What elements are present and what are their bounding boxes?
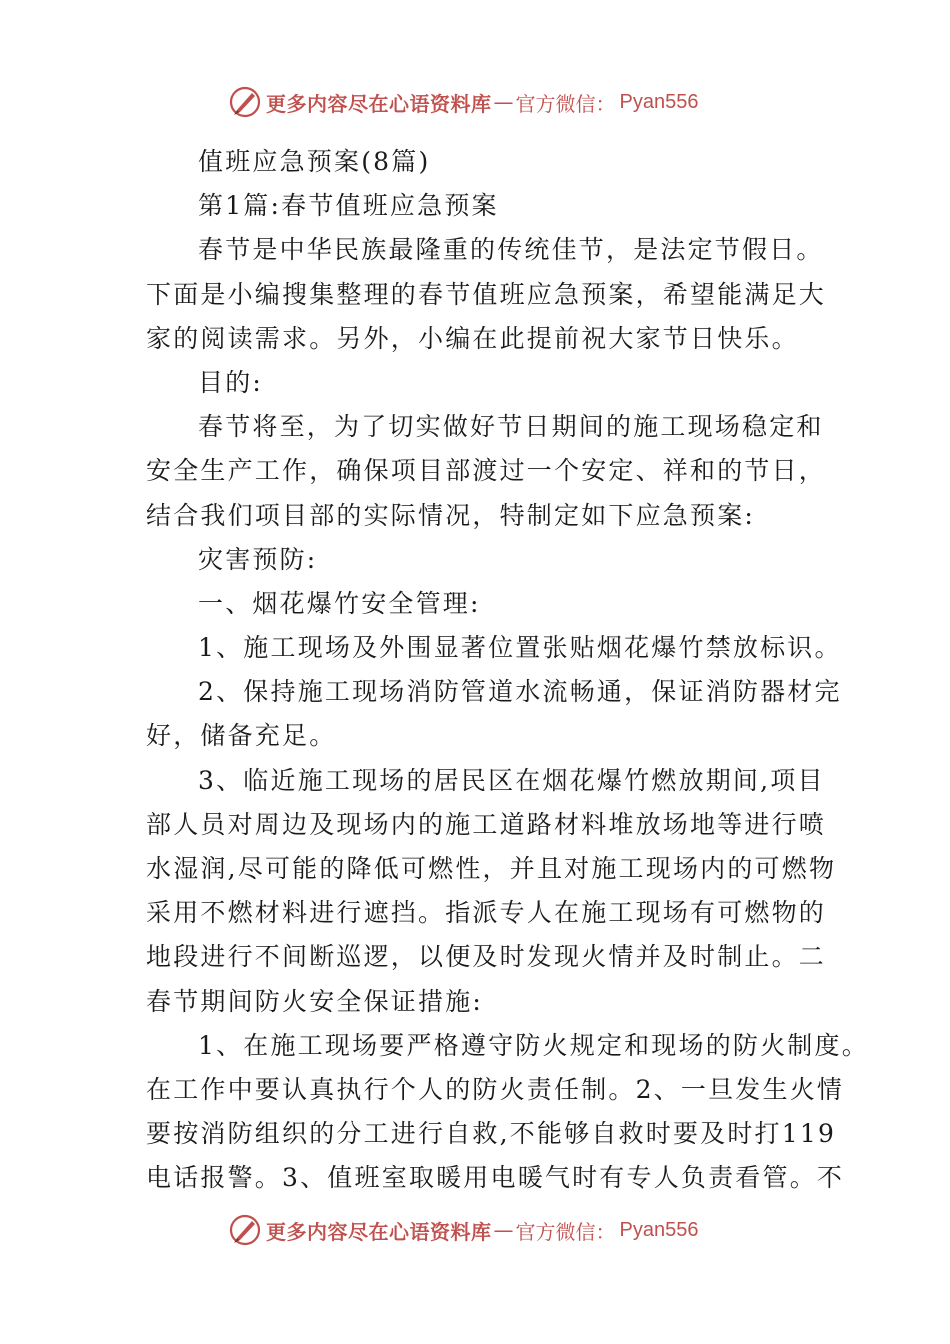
- banner-wechat-id: Pyan556: [619, 90, 699, 113]
- watermark-banner-bottom: [228, 1210, 698, 1250]
- list-item-line: 在工作中要认真执行个人的防火责任制。2、一旦发生火情: [146, 1074, 845, 1104]
- list-item-line: 要按消防组织的分工进行自救,不能够自救时要及时打119: [146, 1119, 837, 1149]
- banner-wechat-id: Pyan556: [619, 1218, 699, 1241]
- watermark-banner-top: [228, 82, 698, 122]
- list-item-line: 地段进行不间断巡逻，以便及时发现火情并及时制止。二: [146, 942, 827, 972]
- list-item-line: 1、在施工现场要严格遵守防火规定和现场的防火制度。: [198, 1030, 869, 1060]
- paragraph-line: 结合我们项目部的实际情况，特制定如下应急预案:: [146, 500, 756, 530]
- banner-separator: —: [493, 1218, 514, 1242]
- list-item-line: 部人员对周边及现场内的施工道路材料堆放场地等进行喷: [146, 809, 827, 839]
- paragraph-line: 安全生产工作，确保项目部渡过一个安定、祥和的节日，: [146, 456, 827, 486]
- banner-text: 更多内容尽在心语资料库: [266, 1219, 492, 1244]
- quill-logo-icon: [228, 1213, 262, 1247]
- paragraph-line: 春节将至，为了切实做好节日期间的施工现场稳定和: [198, 412, 824, 442]
- banner-text: 更多内容尽在心语资料库: [266, 91, 492, 116]
- list-item-line: 采用不燃材料进行遮挡。指派专人在施工现场有可燃物的: [146, 898, 827, 928]
- paragraph-line: 下面是小编搜集整理的春节值班应急预案，希望能满足大: [146, 279, 827, 309]
- section-heading: 第1篇:春节值班应急预案: [198, 191, 499, 221]
- banner-label: 官方微信：: [515, 1219, 616, 1244]
- list-item-line: 水湿润,尽可能的降低可燃性，并且对施工现场内的可燃物: [146, 854, 837, 883]
- subheading: 一、烟花爆竹安全管理:: [198, 588, 481, 618]
- quill-logo-icon: [228, 85, 262, 119]
- list-item-line: 电话报警。3、值班室取暖用电暖气时有专人负责看管。不: [146, 1163, 845, 1193]
- list-item-line: 3、临近施工现场的居民区在烟花爆竹燃放期间,项目: [198, 765, 825, 795]
- subheading: 灾害预防:: [198, 544, 318, 574]
- list-item-line: 春节期间防火安全保证措施:: [146, 986, 484, 1016]
- document-body: [146, 140, 869, 1201]
- list-item-line: 1、施工现场及外围显著位置张贴烟花爆竹禁放标识。: [198, 633, 842, 663]
- list-item-line: 好，储备充足。: [146, 721, 337, 751]
- document-title: 值班应急预案(8篇): [198, 147, 431, 176]
- list-item-line: 2、保持施工现场消防管道水流畅通，保证消防器材完: [198, 677, 842, 707]
- banner-separator: —: [493, 90, 514, 114]
- paragraph-line: 春节是中华民族最隆重的传统佳节，是法定节假日。: [198, 235, 824, 265]
- subheading: 目的:: [198, 367, 264, 397]
- paragraph-line: 家的阅读需求。另外，小编在此提前祝大家节日快乐。: [146, 323, 799, 353]
- banner-label: 官方微信：: [515, 91, 616, 116]
